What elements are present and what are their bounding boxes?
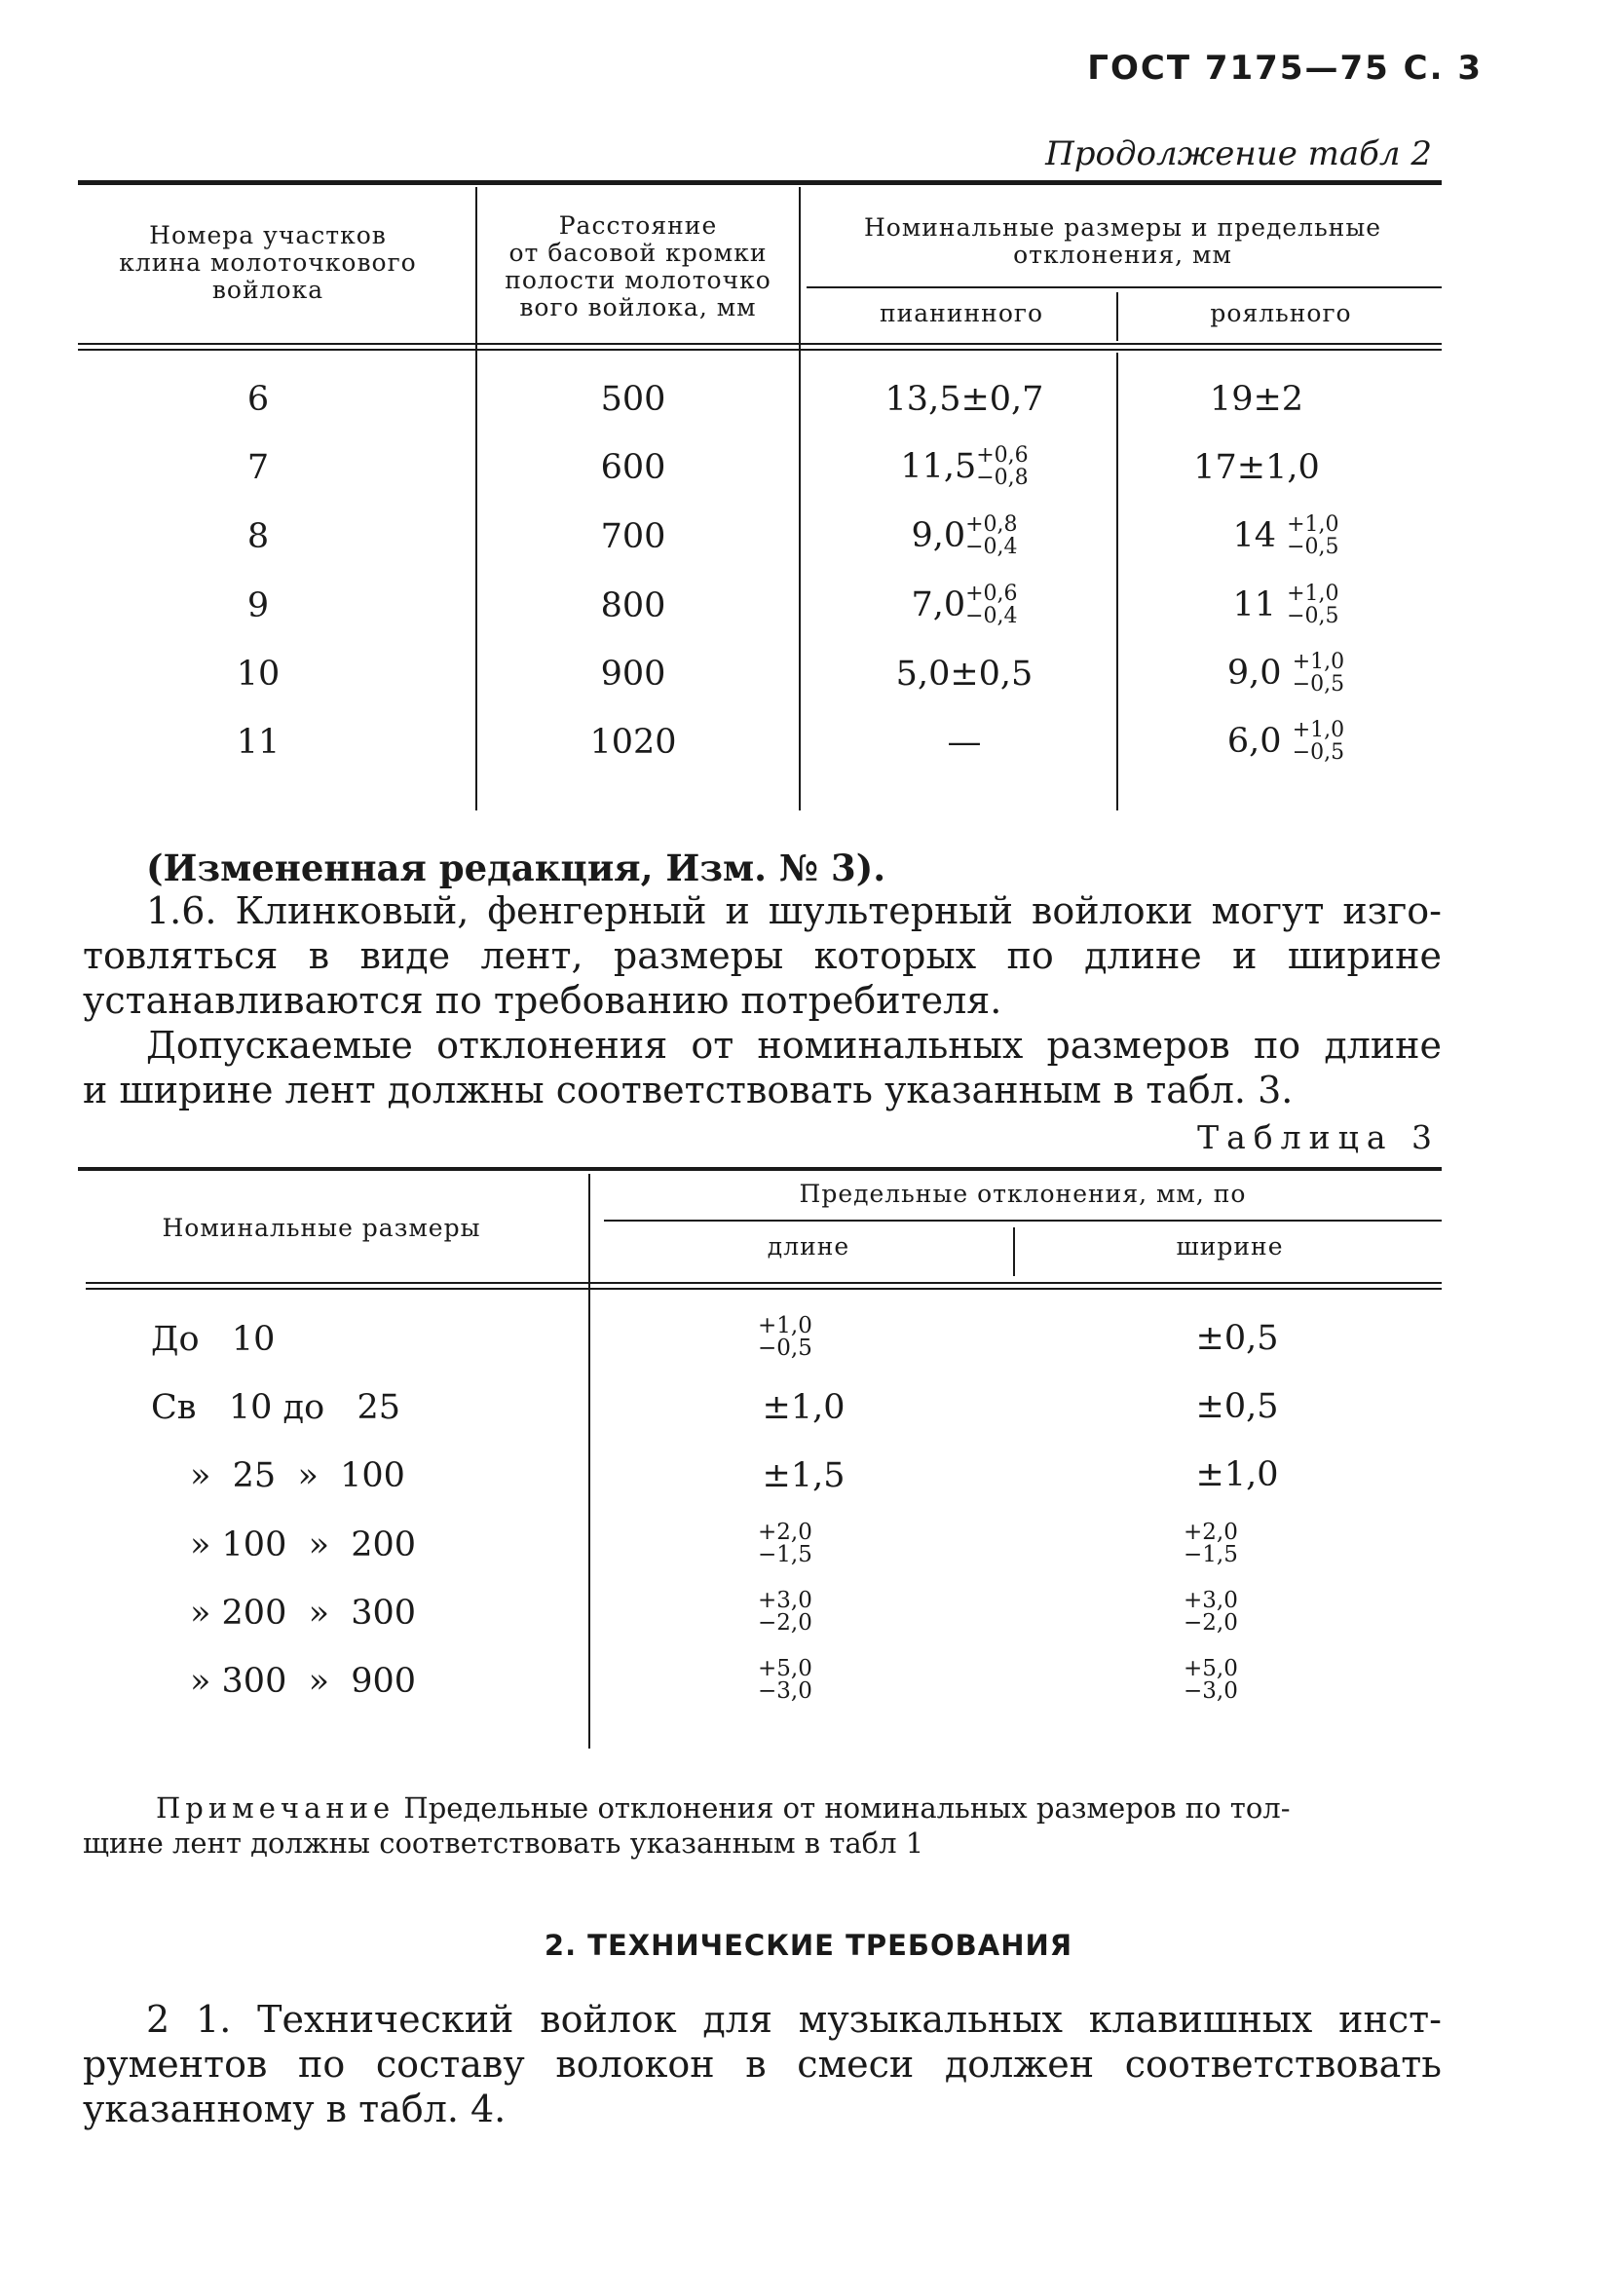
- table-column-divider: [475, 187, 477, 810]
- table-cell: —: [947, 723, 982, 762]
- table-cell: 5,0±0,5: [895, 655, 1034, 694]
- table-column-divider: [799, 187, 801, 810]
- table-cell: До 10: [151, 1320, 276, 1359]
- table-cell: » 25 » 100: [190, 1456, 405, 1495]
- table-cell: +5,0 −3,0: [1184, 1656, 1238, 1704]
- table-cell: 9,0 +0,8 −0,4: [911, 512, 1018, 559]
- table-cell: » 300 » 900: [190, 1662, 417, 1701]
- section-heading: 2. ТЕХНИЧЕСКИЕ ТРЕБОВАНИЯ: [544, 1929, 1073, 1962]
- column-header-tolerances: Предельные отклонения, мм, по: [799, 1180, 1247, 1208]
- amendment-note: (Измененная редакция, Изм. № 3).: [146, 847, 886, 889]
- table-cell: 9: [246, 586, 270, 625]
- table-cell: 11,5 +0,6 −0,8: [900, 443, 1029, 490]
- table-column-divider: [1013, 1227, 1015, 1276]
- table-cell: 800: [600, 586, 666, 625]
- table-cell: 500: [600, 380, 666, 419]
- table-cell: ±0,5: [1195, 1319, 1279, 1358]
- table-cell: ±1,0: [762, 1388, 846, 1427]
- table-cell: 14 +1,0 −0,5: [1232, 512, 1339, 559]
- table-top-rule: [78, 180, 1442, 185]
- column-header-distance: Расстояние от басовой кромки полости молоточко вого войлока, мм: [505, 211, 771, 321]
- page-reference: ГОСТ 7175—75 С. 3: [1087, 49, 1483, 88]
- paragraph-deviations-line: Допускаемые отклонения от номинальных размеров по длине: [146, 1024, 1442, 1067]
- table-cell: +3,0 −2,0: [1184, 1588, 1238, 1636]
- table-3-caption: Таблица 3: [1197, 1118, 1440, 1156]
- paragraph-2-1-line: указанному в табл. 4.: [83, 2088, 507, 2130]
- table-cell: 13,5±0,7: [884, 380, 1044, 419]
- table-cell: +5,0 −3,0: [758, 1656, 812, 1704]
- table-column-divider: [1116, 292, 1118, 341]
- subheader-rule: [604, 1220, 1442, 1222]
- table-cell: +3,0 −2,0: [758, 1588, 812, 1636]
- subheader-rule: [807, 286, 1442, 288]
- table-cell: 9,0 +1,0 −0,5: [1226, 650, 1345, 696]
- header-double-rule-1: [86, 1282, 1442, 1284]
- paragraph-1-6-line: устанавливаются по требованию потребителя.: [83, 979, 1002, 1022]
- table-cell: 7: [246, 448, 270, 487]
- table-cell: +2,0 −1,5: [758, 1520, 812, 1567]
- table-cell: » 100 » 200: [190, 1525, 417, 1564]
- paragraph-2-1-line: 2 1. Технический войлок для музыкальных клавишных инст-: [146, 1998, 1442, 2041]
- table-continuation-label: Продолжение табл 2: [1045, 134, 1432, 173]
- header-double-rule-2: [78, 349, 1442, 351]
- table-cell: » 200 » 300: [190, 1594, 417, 1633]
- header-double-rule-2: [86, 1288, 1442, 1290]
- table-cell: 11 +1,0 −0,5: [1232, 582, 1339, 628]
- column-header-width: ширине: [1176, 1232, 1284, 1261]
- table-cell: 11: [236, 723, 281, 762]
- note-label: Примечание: [156, 1791, 395, 1825]
- table-column-divider: [588, 1174, 590, 1749]
- column-header-section-number: Номера участков клина молоточкового войлока: [119, 221, 417, 304]
- table-cell: 19±2: [1209, 380, 1304, 419]
- table-cell: +1,0 −0,5: [758, 1313, 812, 1361]
- paragraph-1-6-line: товляться в виде лент, размеры которых по длине и ширине: [83, 934, 1442, 977]
- column-header-length: длине: [767, 1232, 850, 1261]
- table-cell: Св 10 до 25: [151, 1388, 401, 1427]
- table-cell: 17±1,0: [1193, 448, 1320, 487]
- table-cell: 900: [600, 655, 666, 694]
- paragraph-2-1-line: рументов по составу волокон в смеси должен соответствовать: [83, 2043, 1442, 2086]
- table-column-divider: [1116, 353, 1118, 810]
- table-cell: 8: [246, 517, 270, 556]
- column-header-nominal-size: Номинальные размеры: [162, 1214, 481, 1242]
- table-cell: 6,0 +1,0 −0,5: [1226, 718, 1345, 765]
- table-cell: 1020: [589, 723, 677, 762]
- table-cell: 10: [236, 655, 281, 694]
- table-cell: +2,0 −1,5: [1184, 1520, 1238, 1567]
- table-cell: ±1,0: [1195, 1455, 1279, 1494]
- column-header-grand: рояльного: [1210, 299, 1352, 327]
- paragraph-deviations-line: и ширине лент должны соответствовать указанным в табл. 3.: [83, 1069, 1294, 1111]
- column-header-upright: пианинного: [879, 299, 1044, 327]
- table-cell: 7,0 +0,6 −0,4: [911, 582, 1018, 628]
- column-header-nominal-sizes: Номинальные размеры и предельные отклонения, мм: [863, 213, 1382, 269]
- table-top-rule: [78, 1167, 1442, 1171]
- table-cell: 600: [600, 448, 666, 487]
- table-note: Примечание Предельные отклонения от номинальных размеров по тол- щине лент должны соответствовать указанным в табл 1: [83, 1791, 1291, 1860]
- table-cell: ±0,5: [1195, 1387, 1279, 1426]
- paragraph-1-6-line: 1.6. Клинковый, фенгерный и шультерный войлоки могут изго-: [146, 889, 1442, 932]
- table-cell: 6: [246, 380, 270, 419]
- header-double-rule-1: [78, 343, 1442, 345]
- table-cell: ±1,5: [762, 1456, 846, 1495]
- table-cell: 700: [600, 517, 666, 556]
